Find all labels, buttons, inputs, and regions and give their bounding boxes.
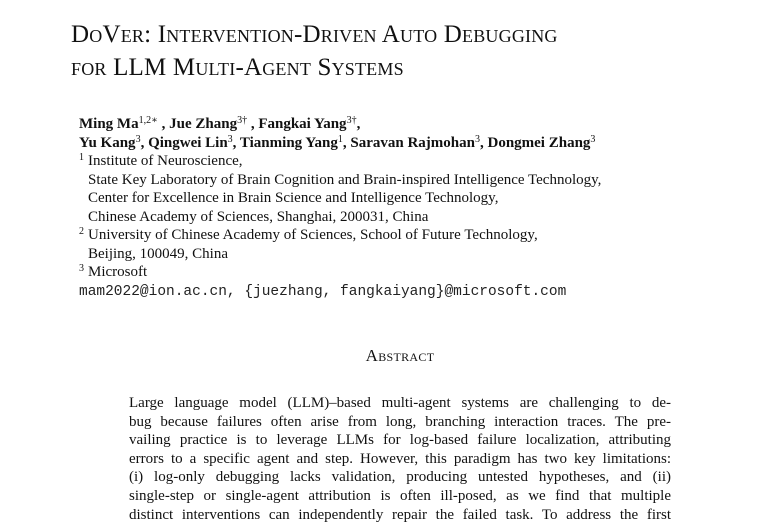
author-line-2: Yu Kang$^3$, Qingwei Lin$^3$, Tianming Yang$^1$, Saravan Rajmohan$^3$, Dongmei Zhang$^3$ — [79, 134, 596, 151]
title-line-2: for LLM Multi-Agent Systems — [71, 54, 404, 81]
abstract-line: (i) log-only debugging lacks validation, producing untested hypotheses, and (ii) — [129, 469, 671, 486]
author-name: Saravan Rajmohan — [350, 135, 475, 151]
affiliation-line: Center for Excellence in Brain Science and Intelligence Technology, — [88, 190, 499, 206]
author-name: Qingwei Lin — [148, 135, 228, 151]
affiliation-line: Institute of Neuroscience, — [88, 153, 243, 169]
author-affiliation-mark: 3 — [135, 134, 141, 145]
author-name: Tianming Yang — [239, 135, 338, 151]
abstract-heading: Abstract — [365, 346, 435, 365]
author-name: Ming Ma — [79, 116, 139, 132]
author-affiliation-mark: 1 — [337, 134, 343, 145]
author-affiliation-mark: 3 — [227, 134, 233, 145]
author-name: Dongmei Zhang — [487, 135, 591, 151]
affiliation-list — [79, 152, 769, 282]
abstract-line: errors to a specific agent and step. However, this paradigm has two key limitations: — [129, 450, 671, 467]
author-affiliation-mark: 3 — [590, 134, 596, 145]
abstract-line: Large language model (LLM)–based multi-agent systems are challenging to de- — [129, 395, 671, 411]
author-list — [79, 115, 769, 153]
affiliation-line: Beijing, 100049, China — [88, 245, 228, 262]
abstract-text — [129, 394, 671, 524]
author-name: Yu Kang — [79, 135, 136, 151]
affiliation-1: 1 Institute of Neuroscience, State Key Laboratory of Brain Cognition and Brain-inspired Intelligence Technology, Center for Excellence in Brain Science and Intelligence Technology, Chinese Academy of Sciences, Shanghai, 200031, China — [79, 152, 769, 226]
abstract-line: bug because failures often arise from long, branching interaction traces. The pre- — [129, 413, 671, 430]
affiliation-2: 2 University of Chinese Academy of Sciences, School of Future Technology, Beijing, 100049, China — [79, 226, 769, 263]
author-affiliation-mark: 1,2∗ — [138, 115, 158, 126]
paper-title — [71, 18, 771, 84]
author-line-1: Ming $Ma^{1,2∗}$ , Jue Zhang$^{3\dagger}$ , Fangkai Yang$^{3\dagger}$, — [79, 115, 361, 132]
affiliation-line: Chinese Academy of Sciences, Shanghai, 200031, China — [88, 208, 429, 225]
author-name: Fangkai Yang — [258, 116, 347, 132]
author-affiliation-mark: 3† — [237, 115, 248, 126]
author-name: Jue Zhang — [169, 116, 238, 132]
affiliation-line: State Key Laboratory of Brain Cognition and Brain-inspired Intelligence Technology, — [88, 171, 602, 188]
author-affiliation-mark: 3† — [346, 115, 357, 126]
title-line-1: DoVer: Intervention-Driven Auto Debugging — [71, 21, 558, 48]
author-emails: mam2022@ion.ac.cn, {juezhang, fangkaiyang}@microsoft.com — [79, 284, 567, 300]
abstract-line: distinct interventions can independently repair the failed task. To address the first — [129, 506, 671, 523]
abstract-line: single-step or single-agent attribution is often ill-posed, as we find that multiple — [129, 487, 671, 504]
affiliation-line: University of Chinese Academy of Sciences, School of Future Technology, — [88, 227, 538, 243]
affiliation-line: Microsoft — [88, 264, 148, 280]
author-affiliation-mark: 3 — [474, 134, 480, 145]
abstract-line: vailing practice is to leverage LLMs for log-based failure localization, attributing — [129, 432, 671, 449]
affiliation-3: 3 Microsoft — [79, 263, 148, 280]
